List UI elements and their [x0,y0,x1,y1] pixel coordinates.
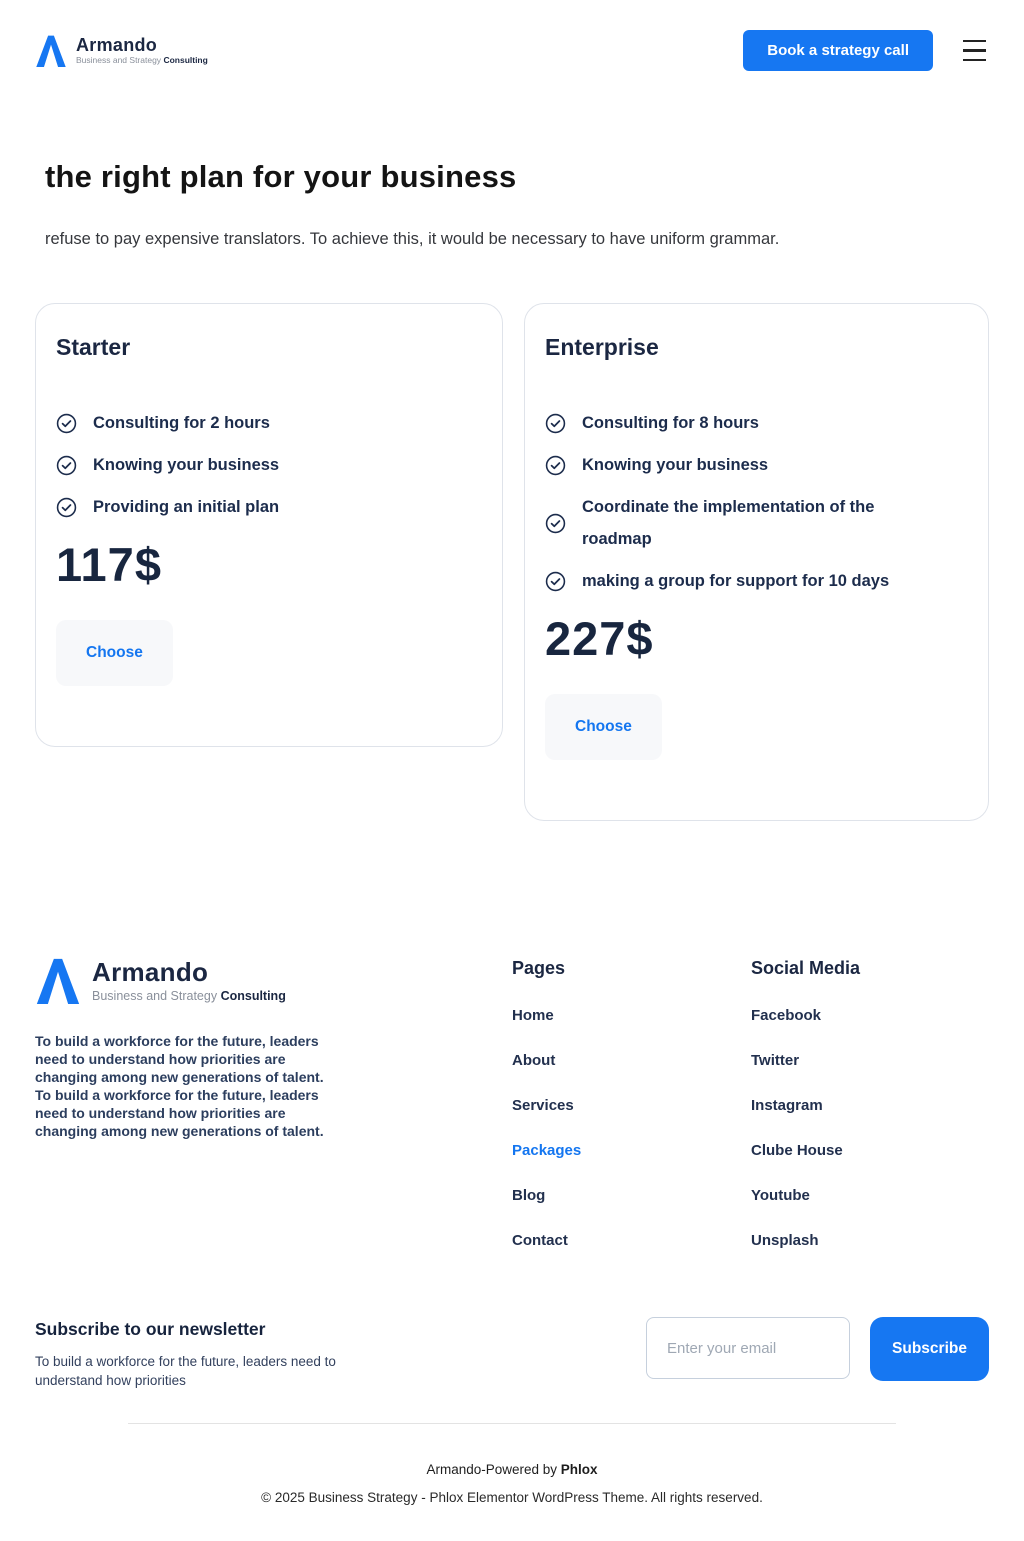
newsletter-section [35,1317,989,1390]
brand-name: Armando [92,956,209,987]
check-circle-icon [56,497,77,518]
footer-brand-column [35,958,512,1277]
footer-description: To build a workforce for the future, leaders need to understand how priorities are changing among new generations of talent. To build a workforce for the future, leaders need to understand how priorities are changing among new generations of talent. [35,1033,324,1139]
footer-bottom [35,1423,989,1541]
footer-link-contact[interactable]: Contact [512,1232,568,1249]
footer [0,821,1024,1541]
feature-label: Knowing your business [582,456,769,474]
feature-list [545,407,968,597]
social-heading: Social Media [751,958,861,978]
brand-logo[interactable] [35,35,208,67]
check-circle-icon [545,455,566,476]
check-circle-icon [545,413,566,434]
header [0,0,1024,71]
feature-item [56,449,482,481]
brand-name: Armando [76,34,158,55]
footer-divider [128,1423,896,1424]
footer-link-packages[interactable]: Packages [512,1142,582,1159]
footer-link-youtube[interactable]: Youtube [751,1187,810,1204]
footer-link-facebook[interactable]: Facebook [751,1007,822,1024]
feature-label: Knowing your business [93,456,280,474]
check-circle-icon [56,455,77,476]
page-subtitle: refuse to pay expensive translators. To achieve this, it would be necessary to have uniform grammar. [45,230,780,248]
subscribe-button[interactable]: Subscribe [870,1317,989,1381]
footer-link-about[interactable]: About [512,1052,556,1069]
feature-item [545,407,968,439]
pricing-card-enterprise [524,303,989,821]
footer-columns [35,958,989,1277]
footer-social-column [751,958,989,1277]
header-right [743,30,988,71]
email-input[interactable] [646,1317,850,1379]
check-circle-icon [545,513,566,534]
page-title: the right plan for your business [45,159,517,194]
brand-text [92,956,286,1004]
brand-tagline: Business and Strategy Consulting [76,55,208,66]
pages-links [512,1007,751,1250]
hero-section [0,71,1024,257]
footer-link-blog[interactable]: Blog [512,1187,546,1204]
feature-item [545,449,968,481]
armando-logo-icon [35,958,81,1004]
feature-label: Consulting for 8 hours [582,414,759,432]
armando-logo-icon [35,35,67,67]
choose-starter-button[interactable]: Choose [56,620,173,686]
footer-link-twitter[interactable]: Twitter [751,1052,800,1069]
feature-item [545,565,968,597]
newsletter-text: To build a workforce for the future, leaders need to understand how priorities [35,1354,336,1388]
pricing-cards [0,257,1024,821]
copyright-line: © 2025 Business Strategy - Phlox Elementor WordPress Theme. All rights reserved. [261,1490,763,1505]
footer-link-instagram[interactable]: Instagram [751,1097,823,1114]
plan-name: Starter [56,334,131,360]
feature-item [545,491,968,555]
newsletter-heading: Subscribe to our newsletter [35,1319,266,1339]
brand-text [76,36,208,66]
plan-price: 227$ [545,612,654,665]
feature-item [56,491,482,523]
footer-link-unsplash[interactable]: Unsplash [751,1232,819,1249]
pages-heading: Pages [512,958,566,978]
newsletter-info [35,1317,345,1390]
choose-enterprise-button[interactable]: Choose [545,694,662,760]
pricing-card-starter [35,303,503,747]
feature-label: Consulting for 2 hours [93,414,270,432]
check-circle-icon [56,413,77,434]
newsletter-form [646,1317,989,1381]
plan-name: Enterprise [545,334,659,360]
check-circle-icon [545,571,566,592]
footer-link-home[interactable]: Home [512,1007,554,1024]
feature-label: making a group for support for 10 days [582,572,890,590]
feature-list [56,407,482,523]
footer-link-clubehouse[interactable]: Clube House [751,1142,843,1159]
social-links [751,1007,989,1250]
book-strategy-call-button[interactable]: Book a strategy call [743,30,933,71]
feature-label: Providing an initial plan [93,498,280,516]
brand-tagline: Business and Strategy Consulting [92,989,286,1004]
plan-price: 117$ [56,538,162,591]
footer-link-services[interactable]: Services [512,1097,574,1114]
footer-pages-column [512,958,751,1277]
footer-brand-logo[interactable] [35,958,512,1004]
powered-by-line: Armando-Powered by Phlox [426,1462,598,1477]
feature-item [56,407,482,439]
hamburger-menu-icon[interactable] [961,38,988,64]
feature-label: Coordinate the implementation of the roadmap [582,498,875,548]
